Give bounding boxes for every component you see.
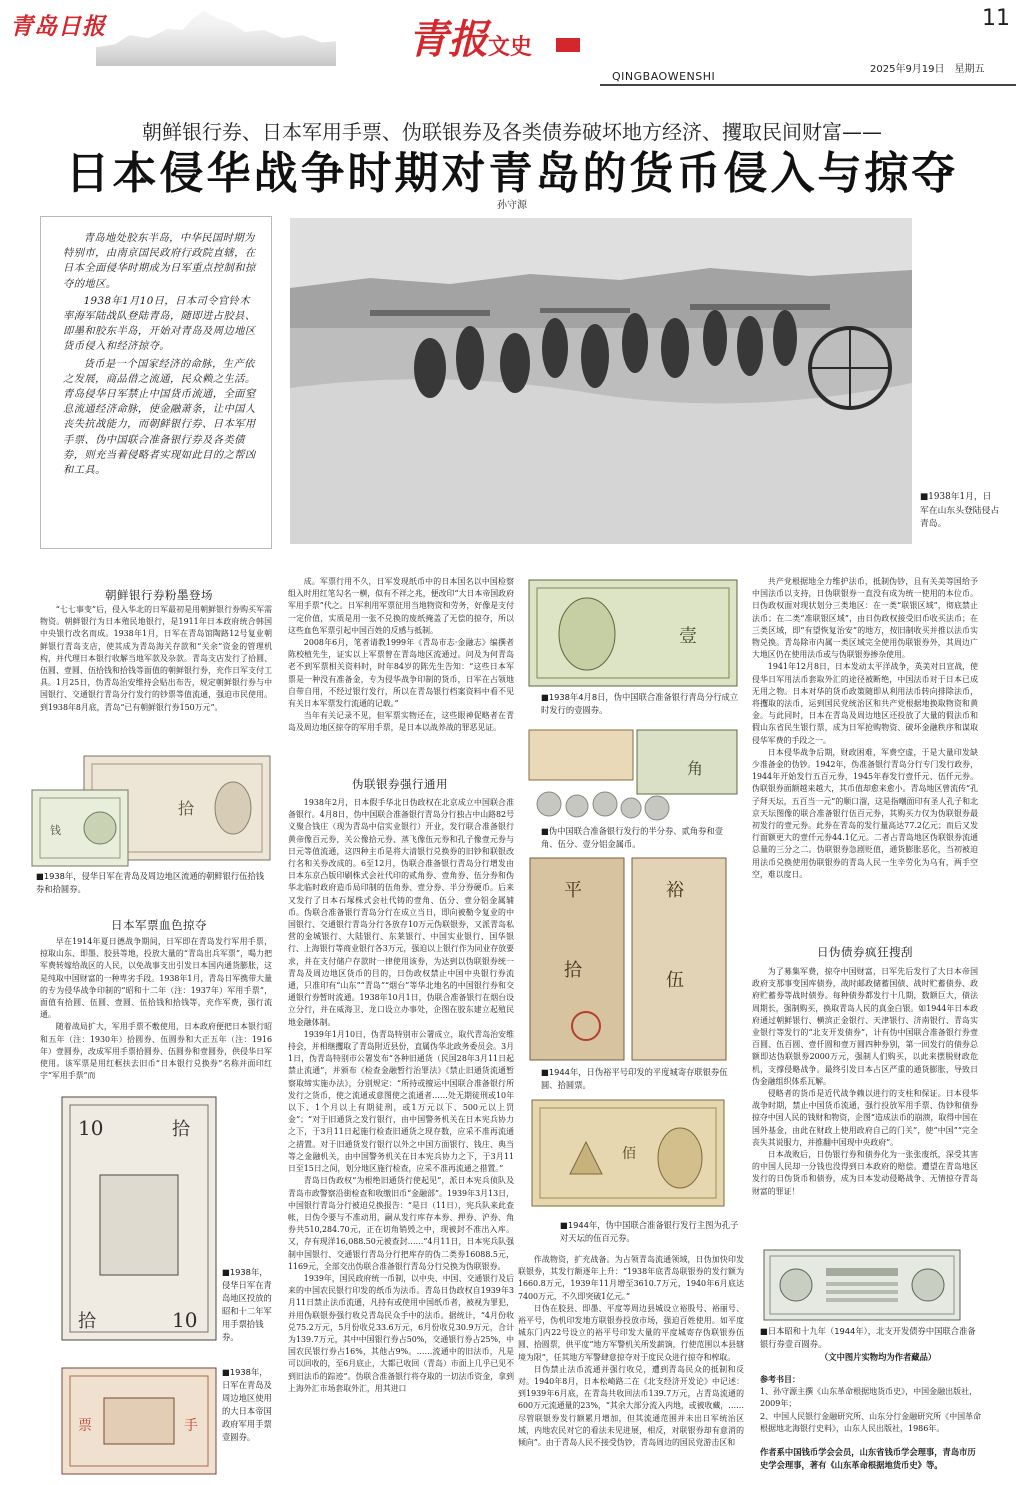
svg-text:佰: 佰 bbox=[622, 1146, 636, 1162]
bond-certificate-art bbox=[762, 1248, 962, 1322]
section-heading-bonds: 日伪债券疯狂搜刮 bbox=[817, 945, 913, 959]
reference-item: 1、孙守源主撰《山东革命根据地货币史》，中国金融出版社，2009年； bbox=[760, 1387, 978, 1409]
intro-paragraph: 货币是一个国家经济的命脉，生产依之发展，商品借之流通，民众赖之生活。青岛侵华日军禁止中国货币流通，全面窒息流通经济命脉，使金融萧条，让中国人丧失抗战能力，而朝鲜银行券、日本军用手票、伪中国联合准备银行券及各类债券，则充当着侵略者实现如此目的之帮凶和工具。 bbox=[63, 357, 256, 477]
column-4-top-text bbox=[752, 576, 978, 934]
landing-photo bbox=[290, 218, 912, 544]
svg-text:平: 平 bbox=[564, 880, 582, 901]
body-paragraph: 2008年6月，笔者请教1999年《青岛市志·金融志》编撰者陈校植先生，证实以上军票曾在青岛地区流通过。问及为何青岛老不到军票相关资料时，时年84岁的陈先生告知：“这些日本军票是一种没有准备金，专为侵华战争印制的货币，日军在占领地自带自用，不经过银行发行，所以在青岛银行档案资料中看不见有关日本军票发行流通的记载。” bbox=[288, 638, 514, 709]
svg-text:10: 10 bbox=[78, 1116, 104, 1140]
body-paragraph: 日本战败后，日伪银行券和债券化为一张张废纸，深受其害的中国人民却一分钱也没得到日本政府的赔偿。遭望在青岛地区发行的日伪货币和债券，成为日本发动侵略战争、无情掠夺青岛财富的罪证！ bbox=[752, 1150, 978, 1196]
body-paragraph: 1939年，国民政府统一币制，以中央、中国、交通银行及后来的中国农民银行印发的纸币为法币。青岛日伪政权自1939年3月11日禁止法币流通，凡持有或使用中国纸币者，被视为罪犯，并用伪联银券强行收兑青岛民众手中的法币。据统计，“4月份收兑75.2万元，5月份收兑33.6万元，6月份收兑30.9万元，合计为139.7万元，其中中国银行券占50%，交通银行券占25%，中国农民银行券占16%，其他占9%。……流通中的旧法币，凡是可以回收的，至6月底止，大都已收回（青岛）市面上几乎已见不到旧法币的踪迹”。伪联合准备银行将夺取的一切法币资金，拿到上海外汇市场套取外汇，用其进口 bbox=[288, 1273, 514, 1393]
landing-photo-art bbox=[290, 218, 912, 544]
fed-reserve-500yuan-art bbox=[530, 1098, 726, 1208]
svg-text:票: 票 bbox=[78, 1418, 92, 1434]
body-paragraph: 共产党根据地全力维护法币，抵制伪钞，且有关美等国给予中国法币以支持，日伪联银券一直没有成为统一使用的本位币。日伪政权面对现状划分三类地区：在一类“联银区域”，彻底禁止法币；在二类“准联银区域”，由日伪政权接受旧币收买法币；在三类区域，即“有望恢复治安”的地方，按旧制收买并推以法币实物兑换。青岛除市内属一类区域完全使用伪联银券外，其周边广大地区仍在使用法币或与伪联银券掺杂使用。 bbox=[752, 577, 978, 660]
page-number: 11 bbox=[982, 6, 1010, 31]
body-paragraph: 当年有关记录不见，但军票实物还在，这些眼神促略者在青岛及周边地区掠夺的军用手票，是日本以战养战的罪恶见证。 bbox=[288, 711, 514, 733]
military-scrip-1yen-caption: ■1938年，日军在青岛及周边地区使用的大日本帝国政府军用手票壹圆券。 bbox=[222, 1367, 272, 1442]
article-title: 日本侵华战争时期对青岛的货币侵入与掠夺 bbox=[65, 148, 959, 199]
svg-text:拾: 拾 bbox=[178, 799, 195, 818]
korea-bank-notes-figure bbox=[28, 752, 272, 868]
body-paragraph: 青岛日伪政权“为根绝旧通货行使起见”，派日本宪兵侦队及青岛市政警察沿街检查和收缴旧币“金融部”。1939年3月13日，中国银行青岛分行被迫兑换报告：“是日（11日），宪兵队来此查帐，日伪令要与不准动用，嗣从发行库存本券、押券、沪券、角券共510,284.70元，正在切角销毁之中，现被封不准出入库。又，存有现洋16,088.50元被查封……”4月11日，日本宪兵队强制中国银行、交通银行青岛分行把库存的伪二类券16088.5元，1169元，全部交出伪联合准备银行青岛分行兑换为伪联银券。 bbox=[288, 1176, 514, 1271]
svg-text:角: 角 bbox=[687, 759, 704, 778]
references-title: 参考书目： bbox=[760, 1375, 800, 1384]
body-paragraph: 侵略者的货币是近代战争赖以进行的支柱和保证。日本侵华战争时期，禁止中国货币流通，强行投放军用手票、伪钞和债券掠夺中国人民的钱财和物资，企图“造成法币的崩溃，取得中国在国外基金，由此在财政上使用政府自己的门关”，使“中国”“完全丧失其说服力，并推翻中国现中央政府”。 bbox=[752, 1089, 978, 1147]
svg-text:钱: 钱 bbox=[50, 824, 61, 837]
column-2-main-text bbox=[288, 797, 514, 1479]
section-pinyin: QINGBAOWENSHI bbox=[612, 70, 716, 83]
fed-reserve-500yuan-caption: ■1944年，伪中国联合准备银行发行主图为孔子对天坛的伍百元券。 bbox=[560, 1220, 739, 1243]
military-scrip-10sen-caption: ■1938年，侵华日军在青岛地区投放的昭和十二年军用手票拾钱券。 bbox=[222, 1267, 272, 1342]
yuping-notes-art bbox=[528, 856, 728, 1062]
column-4-mid-text bbox=[752, 966, 978, 1236]
intro-paragraph: 青岛地处胶东半岛，中华民国时期为特别市，由南京国民政府行政院直辖，在日本全面侵华时期成为日军重点控制和掠夺的地区。 bbox=[63, 232, 256, 290]
fed-reserve-coins-caption: ■伪中国联合准备银行发行的半分券、贰角券和壹角、伍分、壹分铝金属币。 bbox=[541, 826, 724, 849]
body-paragraph: 早在1914年夏日德战争期间，日军即在青岛发行军用手票，掠取山东、即墨、胶县等地，投放大量的“青岛出兵军票”，喝力把军费转嫁给战区的人民，以免战事支出引发日本国内通货膨胀，这是纯取中国财富的一种卑劣手段。1938年1月，青岛日军携带大量的专为侵华战争印制的“昭和十二年（注：1937年）军用手票”，面值有拾圆、伍圆、壹圆、伍拾钱和拾钱等，充作军费，强行流通。 bbox=[40, 937, 272, 1020]
body-paragraph: 日伪在胶县、即墨、平度等周边县城设立裕股号、裕丽号、裕平号，伪机印发地方联银券投放市场，强迫百姓使用。如平度城东门内22号设立的裕平号印发大量的平度城寄存伪联银券伍圆、拾圆票，供平度“地方军警机关所发薪饷，行使范围以本县辖境为限”，任其地方军警肆意掠夺对于度民众进行掠夺和榨取。 bbox=[518, 1303, 744, 1362]
fed-reserve-1yuan-art bbox=[527, 578, 739, 688]
svg-text:伍: 伍 bbox=[666, 970, 684, 991]
body-paragraph: 成。军票行用不久，日军发现纸币中的日本国名以中国检察组入时用红笔勾名一横，似有不祥之兆，便改印“大日本帝国政府军用手票”代之。日军利用军票征用当地物资和劳务，好像是支付一定价值，实质是用一张不兑换的废纸掩盖了无偿的掠夺，所以这些血色军票引起中国百姓的反感与抵制。 bbox=[288, 577, 514, 635]
author-note: 作者系中国钱币学会会员，山东省钱币学会理事，青岛市历史学会理事，著有《山东革命根据地货币史》等。 bbox=[760, 1447, 976, 1470]
skyline-illustration bbox=[96, 4, 336, 66]
body-paragraph: 1941年12月8日，日本发动太平洋战争，英美对日宣战，使侵华日军用法币套取外汇的途径被断绝，中国法币对于日本已成无用之物。日本对华的货币政策随即从利用法币转向排除法币，将攫取的法币，运到国民党统治区和共产党根据地换取物资和黄金。与此同时，日本在青岛及周边地区还投放了大量的假法币和假山东省民生银行票，成为日军抢购物资、破坏金融秩序和谋取侵华军费的手段之一。 bbox=[752, 662, 978, 745]
landing-photo-caption: ■1938年1月，日军在山东头登陆侵占青岛。 bbox=[920, 492, 1000, 530]
column-2-top-text bbox=[288, 576, 514, 773]
bond-certificate-figure bbox=[762, 1248, 962, 1322]
column-3-text bbox=[518, 1254, 744, 1480]
body-paragraph: 为了募集军费，掠夺中国财富，日军先后发行了大日本帝国政府支那事变国库债券，战时邮政储蓄国债、战时贮蓄债券、政府贮蓄券等战时债券。每种债券都发行十几期，数额巨大，债法周期长，强制购买，换取青岛人民的真金白银。如1944年日本政府通过朝鲜银行、横滨正金银行、天津银行、济南银行、青岛实业银行等发行的“北支开发债券”，计有伪中国联合准备银行券壹百圆、伍百圆、壹仟圆和壹万圆四种券别，第一回发行的债券总额即达伪联银券2000万元，强制人们购买，以此来摆脱财政危机，支撑侵略战争。最终引发日本占区严重的通货膨胀，导致日伪金融组织体系瓦解。 bbox=[752, 967, 978, 1086]
fed-reserve-1yuan-figure bbox=[527, 578, 739, 688]
article-subtitle: 朝鲜银行券、日本军用手票、伪联银券及各类债券破坏地方经济、攫取民间财富—— bbox=[142, 120, 882, 144]
byline: 孙守源 bbox=[497, 200, 527, 211]
svg-text:壹: 壹 bbox=[679, 626, 697, 647]
fed-reserve-1yuan-caption: ■1938年4月8日，伪中国联合准备银行青岛分行成立时发行的壹圆券。 bbox=[541, 692, 739, 715]
body-paragraph: 1939年1月10日，伪青岛特别市公署成立，取代青岛治安维持会，并相继攫取了青岛附近县份，直属伪华北政务委员会。3月1日，伪青岛特别市公署发布“各种旧通货（民国28年3月11日起禁止流通”，并颁布《检查金融暂行治罪法》《禁止旧通货流通暂察取缔实施办法》，分别规定：“所持或擅运中国联合准备银行所发行之货币，使之流通或意图使之流通者……处无期徒刑或10年以下、1个月以上有期徒刑，或1万元以下、500元以上罚金”；“对于旧通货之发行银行，由中国警务机关在日本宪兵协力之下，于3月11日起施行检查旧通货之现存数，应采不准再流通之措置。对于旧通货发行银行以外之中国方面银行、钱庄、典当等之金融机关，由中国警务机关在日本宪兵协力之下，于3月11日至15日之间，划分地区施行检查，应采不准再流通之措置。” bbox=[288, 1029, 514, 1174]
svg-text:10: 10 bbox=[172, 1308, 198, 1332]
fed-reserve-500yuan-figure bbox=[530, 1098, 726, 1208]
references bbox=[760, 1374, 982, 1435]
section-seal-icon bbox=[556, 38, 580, 52]
svg-text:手: 手 bbox=[184, 1418, 198, 1434]
body-paragraph: 作战物资，扩充战备。为占领青岛流通领域，日伪加快印发联银券，其发行额逐年上升：“1938年底青岛联银券的发行额为1660.8万元，1939年11月增至3610.7万元，1940年6月底达7400万元，不久即突破1亿元。” bbox=[518, 1255, 744, 1301]
image-source-note: （文中图片实物均为作者藏品） bbox=[820, 1352, 937, 1362]
body-paragraph: “七七事变”后，侵入华北的日军最初是用朝鲜银行券购买军需物资。朝鲜银行为日本殖民地银行，是1911年日本政府统合韩国中央银行改名而成。1938年1月，日军在青岛馆陶路12号复业朝鲜银行青岛支店，使其成为青岛海关存款和“关余”资金的管理机构，并代理日本银行收解当地军款及杂款。青岛支店发行了拾圆、伍圆、壹圆、伍拾钱和拾钱等面值的朝鲜银行券，充作日军支付工具。1月25日，伪青岛治安维持会贴出布告，规定朝鲜银行券与中国银行、交通银行青岛分行发行的钞票等值流通，强迫市民使用。到1938年8月底，青岛“已有朝鲜银行券150万元”。 bbox=[40, 605, 272, 712]
section-logo: 青报 bbox=[408, 16, 488, 63]
military-scrip-1yen-figure bbox=[60, 1366, 218, 1476]
section-title: 文史 bbox=[488, 34, 533, 60]
section-heading-korea-notes: 朝鲜银行券粉墨登场 bbox=[105, 588, 213, 602]
fed-reserve-coins-figure bbox=[527, 728, 739, 824]
issue-date: 2025年9月19日 星期五 bbox=[870, 64, 985, 75]
body-paragraph: 随着战局扩大，军用手票不敷使用，日本政府便把日本银行昭和五年（注：1930年）拾圆券、伍圆券和大正五年（注：1916年）壹圆券，改成军用手票拾圆券、伍圆券和壹圆券，供侵华日军使用。该军票是用红框扶去旧币“日本银行兑换券”名称并面印红字“军用手票”而 bbox=[40, 1022, 272, 1081]
intro-box bbox=[40, 216, 272, 549]
intro-paragraph: 1938年1月10日，日本司令官铃木率海军陆战队登陆青岛，随即进占胶县、即墨和胶东半岛，开始对青岛及周边地区货币侵入和经济掠夺。 bbox=[63, 294, 256, 353]
svg-text:拾: 拾 bbox=[564, 960, 582, 981]
reference-item: 2、中国人民银行金融研究所、山东分行金融研究所《中国革命根据地北海银行史料》，山东人民出版社，1986年。 bbox=[760, 1411, 982, 1433]
body-paragraph: 1938年2月，日本假手华北日伪政权在北京成立中国联合准备银行。4月8日，伪中国联合准备银行青岛分行独占中山路82号义聚合钱庄（现为青岛中信实业银行）开业，发行联合准备银行黄帝像百元券，关公像拾元券、蒸飞像伍元券和孔子像壹元券与日元等值流通，这四种主币是将大清银行兑换券的旧钞和联银改行名和关券改成的。6至12月，伪联合准备银行青岛分行增发由日本东京凸版印刷株式会社代印的贰角券、壹角券、伍分券和伪华北临时政府造币局印制的伍角券、壹分券、半分券硬币。后来又发行了日本石塚株式会社代铸的壹角、伍分、壹分铝金属辅币。伪联合准备银行青岛分行在成立当日，即向被勒令复业的中国银行、交通银行青岛分行各放存10万元伪联银券，又派青岛私营的金城银行、大陆银行、东莱银行、中国实业银行、国华银行、上海银行等商业银行各3万元，强迫以上银行作为同业存放要求，并在支付储户存款时一律使用该券，为达到以伪联银券统一青岛及周边地区货币的目的，日伪政权禁止中国中央银行券流通，只准印有“山东”“青岛”“烟台”等华北地名的中国银行券和交通银行券暂时流通。1938年10月1日，伪联合准备银行在烟台设立分行，并在威海卫、龙口设立办事处，企图在胶东建立起殖民地金融体制。 bbox=[288, 798, 514, 1027]
military-scrip-10sen-figure bbox=[60, 1095, 218, 1342]
section-heading-fed-reserve-notes: 伪联银券强行通用 bbox=[352, 777, 448, 791]
korea-notes-caption: ■1938年，侵华日军在青岛及周边地区流通的朝鲜银行伍拾钱券和拾圆券。 bbox=[36, 871, 265, 894]
military-scrip-10sen-art bbox=[60, 1095, 218, 1342]
yuping-notes-caption: ■1944年，日伪裕平号印发的平度城寄存联银券伍圆、拾圆票。 bbox=[541, 1067, 728, 1090]
korea-bank-notes-art bbox=[28, 752, 272, 868]
fed-reserve-coins-art bbox=[527, 728, 739, 824]
svg-text:拾: 拾 bbox=[172, 1119, 190, 1140]
body-paragraph: 日伪禁止法币流通并强行收兑，遭到青岛民众的抵制和反对。1940年8月，日本松崎路二在《北支经济开发论》中记述：到1939年6月底，在青岛共收回法币139.7万元，占青岛流通的600万元流通量的23%，“其余大部分流入内地，或被收藏，……尽管联银券发行额累月增加，但其流通范围并未出日军统治区域，内地农民对它的看法未见进展，相反，对联银券却有意消的倾向”。由于青岛人民不接受伪钞，青岛周边的国民党游击区和 bbox=[518, 1364, 744, 1448]
svg-text:裕: 裕 bbox=[666, 880, 684, 901]
section-heading-military-scrip: 日本军票血色掠夺 bbox=[111, 918, 207, 932]
header-rule bbox=[600, 84, 1016, 86]
newspaper-logo: 青岛日报 bbox=[10, 13, 106, 40]
body-paragraph: 日本侵华战争后期，财政困难，军费空虚，于是大量印发缺少准备金的伪钞。1942年，伪准备银行青岛分行专门发行政券，1944年开始发行五百元券，1945年春发行壹仟元、伍仟元券。伪联银券面额越来越大，其币值却愈来愈小。青岛地区曾流传“孔子拜天坛，五百当一元”的顺口溜，这是指嘲面印有圣人孔子和北京天坛图像的联合准备银行伍百元券，其购买力仅为伪联银券最初发行的壹元券。此券在青岛的发行量高达77.2亿元；而后又发行面额更大的壹仟元券44.1亿元。二者占青岛地区伪联银券流通总量的三分之二。伪联银券急剧贬值，通货膨胀恶化，当初被迫用法币兑换使用伪联银券的青岛人民一生辛劳化为乌有，两手空空，难以度日。 bbox=[752, 747, 978, 879]
yuping-notes-figure bbox=[528, 856, 728, 1062]
military-scrip-1yen-art bbox=[60, 1366, 218, 1476]
bond-certificate-caption: ■日本昭和十九年（1944年），北支开发债券中国联合准备银行券壹百圆券。 bbox=[760, 1326, 976, 1349]
svg-text:拾: 拾 bbox=[78, 1311, 96, 1332]
column-1-mid-text bbox=[40, 936, 272, 1082]
column-1-top-text bbox=[40, 604, 272, 744]
